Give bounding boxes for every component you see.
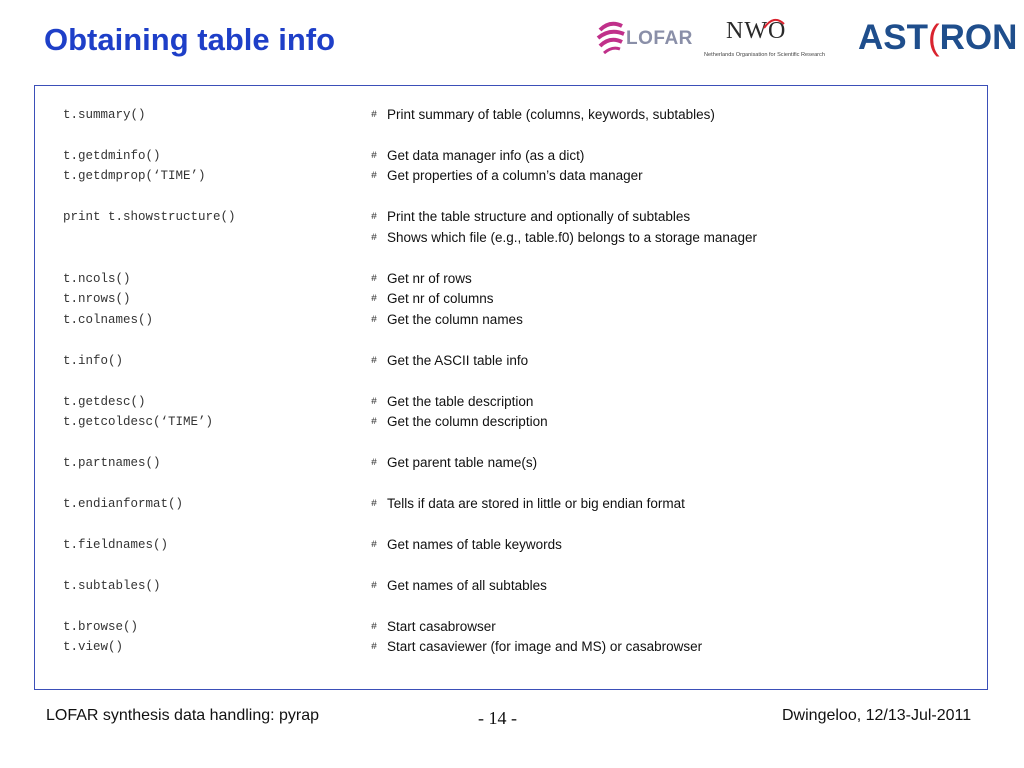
description: Print the table structure and optionally of subtables [387,209,691,224]
page-number: - 14 - [478,708,517,728]
comment-marker: # [371,540,378,551]
code-snippet: t.getdminfo() [63,149,161,163]
table-row [35,535,987,555]
nwo-logo [704,16,848,64]
table-row [35,269,987,289]
code-snippet: t.getdesc() [63,395,146,409]
astron-wordmark: AST(RON [858,18,1018,57]
table-row [35,146,987,166]
table-row [35,310,987,330]
description: Get data manager info (as a dict) [387,148,585,163]
description: Get nr of rows [387,271,472,286]
comment-marker: # [371,417,378,428]
description: Get names of all subtables [387,578,547,593]
nwo-arc-icon [762,16,786,30]
code-snippet: t.getdmprop(‘TIME’) [63,169,206,183]
code-snippet: t.ncols() [63,272,131,286]
table-row [35,207,987,227]
description: Get the ASCII table info [387,353,529,368]
description: Tells if data are stored in little or big endian format [387,496,685,511]
table-row [35,576,987,596]
lofar-swirl-icon [596,20,626,56]
astron-logo [858,18,1018,60]
description: Print summary of table (columns, keywords, subtables) [387,107,715,122]
code-snippet: t.subtables() [63,579,161,593]
table-row [35,105,987,125]
comment-marker: # [371,110,378,121]
comment-marker: # [371,233,378,244]
comment-marker: # [371,151,378,162]
code-snippet: t.partnames() [63,456,161,470]
comment-marker: # [371,642,378,653]
table-row [35,637,987,657]
description: Get nr of columns [387,291,494,306]
slide-title: Obtaining table info [44,22,336,57]
comment-marker: # [371,171,378,182]
comment-marker: # [371,274,378,285]
code-snippet: t.colnames() [63,313,154,327]
table-row [35,289,987,309]
description: Start casabrowser [387,619,496,634]
logo-bar [596,14,1016,66]
comment-marker: # [371,397,378,408]
code-snippet: t.summary() [63,108,146,122]
table-row [35,351,987,371]
table-row [35,166,987,186]
table-row [35,494,987,514]
comment-marker: # [371,499,378,510]
description: Get parent table name(s) [387,455,538,470]
code-snippet: print t.showstructure() [63,210,236,224]
code-snippet: t.nrows() [63,292,131,306]
description: Get names of table keywords [387,537,562,552]
nwo-subtitle: Netherlands Organisation for Scientific Research [704,52,825,58]
table-row [35,392,987,412]
lofar-wordmark: LOFAR [626,28,693,49]
code-snippet: t.browse() [63,620,139,634]
code-snippet: t.fieldnames() [63,538,169,552]
content-box [34,85,988,690]
comment-marker: # [371,212,378,223]
table-row [35,453,987,473]
table-row [35,228,987,248]
table-row [35,617,987,637]
code-snippet: t.info() [63,354,124,368]
code-snippet: t.view() [63,640,124,654]
footer-date: Dwingeloo, 12/13-Jul-2011 [782,707,972,724]
code-snippet: t.endianformat() [63,497,184,511]
description: Shows which file (e.g., table.f0) belongs to a storage manager [387,230,757,245]
comment-marker: # [371,581,378,592]
description: Get the column names [387,312,523,327]
description: Get the table description [387,394,534,409]
description: Start casaviewer (for image and MS) or casabrowser [387,639,703,654]
comment-marker: # [371,315,378,326]
lofar-logo [596,20,700,60]
footer-title: LOFAR synthesis data handling: pyrap [46,707,320,724]
comment-marker: # [371,356,378,367]
comment-marker: # [371,294,378,305]
nwo-wordmark: NWO [726,18,787,44]
code-snippet: t.getcoldesc(‘TIME’) [63,415,214,429]
comment-marker: # [371,622,378,633]
table-row [35,412,987,432]
description: Get the column description [387,414,548,429]
comment-marker: # [371,458,378,469]
description: Get properties of a column’s data manager [387,168,643,183]
